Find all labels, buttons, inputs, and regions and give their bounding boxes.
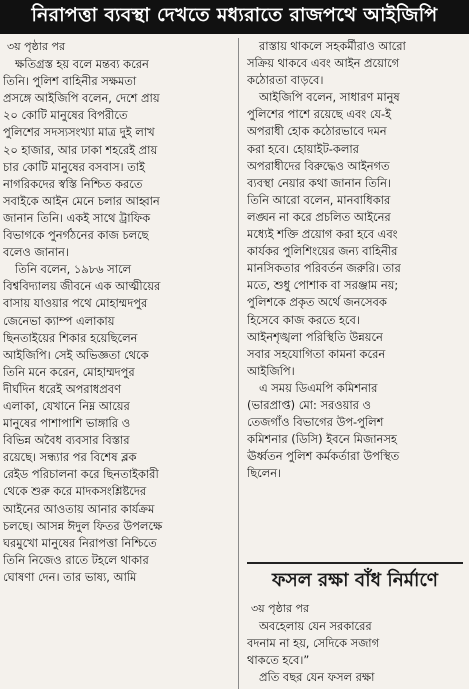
text-line: থাকতে হবে।” [247, 653, 310, 667]
paragraph [3, 56, 232, 261]
text-line: ঘোষণা দেন। তার ভাষ্য, আমি [3, 569, 137, 584]
text-line: অপরাধীদের বিরুদ্ধেও আইনগত [247, 158, 390, 173]
text-line: এ সময় ডিএমপি কমিশনার [259, 380, 378, 395]
text-line: (ভারপ্রাপ্ত) মো: সরওয়ার ও [247, 397, 371, 412]
text-line: বলেও জানান। [3, 245, 69, 260]
text-line: কমিশনার (ডিসি) ইবনে মিজানসহ [247, 432, 397, 447]
text-line: করা হবে। হোয়াইট-কলার [247, 141, 359, 156]
text-line: তিনি। পুলিশ বাহিনীর সক্ষমতা [3, 74, 137, 89]
text-line: পুলিশের পাশে রয়েছে এবং যে-ই [247, 107, 392, 122]
text-line: সবাইকে আইন মেনে চলার আহ্বান [3, 193, 160, 208]
text-line: থেকে শুরু করে মাদকসংশ্লিষ্টদের [3, 484, 147, 499]
text-line: জেনেভা ক্যাম্প এলাকায় [3, 313, 115, 328]
text-line: মতে, শুধু পোশাক বা সরঞ্জাম নয়; [247, 278, 399, 293]
paragraph [247, 89, 463, 380]
text-line: এলাকা, যেখানে নিম্ন আয়ের [3, 398, 130, 413]
text-line: আইনের আওতায় আনার কার্যক্রম [3, 501, 155, 516]
text-line: রাস্তায় থাকলে সহকর্মীরাও আরো [259, 39, 406, 53]
text-line: সক্রিয় থাকবে এবং আইন প্রয়োগে [247, 56, 400, 71]
text-line: চার কোটি মানুষের বসবাস। তাই [3, 159, 145, 174]
text-line: ক্ষতিগ্রস্ত হয় বলে মন্তব্য করেন [15, 57, 149, 72]
text-line: বদনাম না হয়, সেদিকে সজাগ [247, 636, 380, 650]
text-line: পুলিশের সদস্যসংখ্যা মাত্র দুই লাখ [3, 125, 155, 140]
text-line: ছিলেন। [247, 466, 282, 481]
text-line: তিনি বলেন, ১৯৮৬ সালে [15, 262, 132, 277]
text-line: বাসায় যাওয়ার পথে মোহাম্মদপুর [3, 296, 148, 311]
second-story-headline: ফসল রক্ষা বাঁধ নির্মাণে [272, 570, 438, 591]
section-divider [247, 562, 463, 564]
text-line: বিভাগকে পুনর্গঠনের কাজ চলছে [3, 228, 149, 243]
text-line: ২০ হাজার, আর ঢাকা শহরেই প্রায় [3, 142, 158, 157]
text-line: জানান তিনি। একই সাথে ট্রাফিক [3, 210, 151, 225]
main-headline: নিরাপত্তা ব্যবস্থা দেখতে মধ্যরাতে রাজপথে আইজিপি [31, 4, 438, 26]
text-line: আইজিপি বলেন, সাধারণ মানুষ [259, 90, 400, 105]
text-line: ঘরমুখো মানুষের নিরাপত্তা নিশ্চিতে [3, 535, 157, 550]
text-line: প্রসঙ্গে আইজিপি বলেন, দেশে প্রায় [3, 91, 160, 106]
text-line: রয়েছে। সন্ধ্যার পর বিশেষ ব্লক [3, 450, 137, 465]
text-line: মধ্যেই শক্তি প্রয়োগ করা হবে এবং [247, 227, 398, 242]
text-line: পুলিশকে প্রকৃত অর্থে জনসেবক [247, 295, 387, 310]
left-column [3, 38, 232, 586]
text-line: আইনশৃঙ্খলা পরিস্থিতি উন্নয়নে [247, 329, 383, 344]
text-line: তেজগাঁও বিভাগের উপ-পুলিশ [247, 415, 384, 430]
paragraph [247, 380, 463, 483]
text-line: ঊর্ধ্বতন পুলিশ কর্মকর্তারা উপস্থিত [247, 449, 400, 464]
text-line: ২০ কোটি মানুষের বিপরীতে [3, 108, 128, 123]
text-line: নাগরিকদের স্বস্তি নিশ্চিত করতে [3, 176, 143, 191]
text-line: হিসেবে কাজ করতে হবে। [247, 312, 360, 327]
text-line: বিভিন্ন অবৈধ ব্যবসার বিস্তার [3, 433, 130, 448]
text-line: আইজিপি। সেই অভিজ্ঞতা থেকে [3, 347, 149, 362]
text-line: চলছে। আসন্ন ঈদুল ফিতর উপলক্ষে [3, 518, 163, 533]
text-line: সবার সহযোগিতা কামনা করেন [247, 346, 386, 361]
second-story-body [247, 600, 463, 686]
text-line: তিনি আরো বলেন, মানবাধিকার [247, 192, 391, 207]
text-line: লঙ্ঘন না করে প্রচলিত আইনের [247, 209, 391, 224]
text-line: বিশ্ববিদ্যালয় জীবনে এক আত্মীয়ের [3, 279, 161, 294]
text-line: অবহেলায় যেন সরকারের [259, 619, 372, 633]
text-line: আইজিপি। [247, 363, 295, 378]
text-line: রেইড পরিচালনা করে ছিনতাইকারী [3, 467, 159, 482]
continuation-note: ৩য় পৃষ্ঠার পর [7, 40, 66, 53]
paragraph [247, 38, 463, 89]
continuation-note: ৩য় পৃষ্ঠার পর [251, 602, 310, 615]
column-divider [238, 38, 239, 689]
text-line: কঠোরতা বাড়বে। [247, 73, 324, 88]
text-line: তিনি নিজেও রাতে টহলে থাকার [3, 552, 149, 567]
text-line: দীর্ঘদিন ধরেই অপরাধপ্রবণ [3, 381, 121, 396]
text-line: প্রতি বছর যেন ফসল রক্ষা [259, 670, 375, 684]
headline-banner [0, 0, 469, 34]
text-line: ব্যবস্থা নেয়ার কথা জানান তিনি। [247, 175, 391, 190]
paragraph [3, 261, 232, 586]
text-line: কার্যকর পুলিশিংয়ের জন্য বাহিনীর [247, 244, 398, 259]
text-line: ছিনতাইয়ের শিকার হয়েছিলেন [3, 330, 138, 345]
text-line: মানসিকতার পরিবর্তন জরুরি। তার [247, 261, 401, 276]
text-line: অপরাধী হোক কঠোরভাবে দমন [247, 124, 387, 139]
text-line: মানুষের পাশাপাশি ভাঙ্গারি ও [3, 416, 131, 431]
right-column [247, 38, 463, 482]
text-line: তিনি মনে করেন, মোহাম্মদপুর [3, 364, 135, 379]
